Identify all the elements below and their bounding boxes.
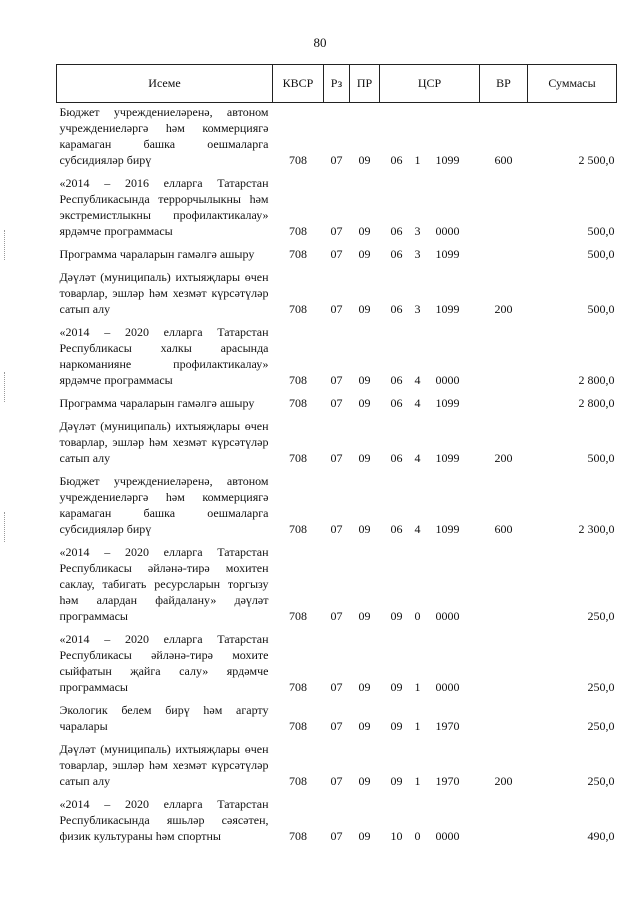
cell-kvsr: 708 (289, 247, 307, 261)
cell-vr: 200 (494, 302, 513, 316)
table-row (57, 740, 617, 795)
table-header-row (57, 65, 617, 103)
table-row (57, 394, 617, 417)
header-csr: ЦСР (380, 65, 480, 103)
cell-rz: 07 (330, 247, 343, 261)
cell-pr: 09 (358, 719, 371, 733)
header-rz: Рз (324, 65, 350, 103)
cell-sum: 2 500,0 (578, 153, 615, 167)
cell-rz: 07 (330, 451, 343, 465)
cell-csr-subprogram: 1 (414, 774, 421, 788)
cell-csr-subprogram: 3 (414, 302, 421, 316)
cell-pr: 09 (358, 451, 371, 465)
cell-sum: 490,0 (587, 829, 615, 843)
header-name: Исеме (57, 65, 273, 103)
margin-mark (4, 230, 6, 260)
cell-rz: 07 (330, 396, 343, 410)
cell-sum: 500,0 (587, 451, 615, 465)
cell-csr-code: 1099 (435, 451, 460, 465)
cell-rz: 07 (330, 829, 343, 843)
table-row (57, 630, 617, 701)
cell-rz: 07 (330, 719, 343, 733)
cell-vr (480, 394, 528, 417)
header-pr: ПР (350, 65, 380, 103)
cell-csr-code: 1099 (435, 396, 460, 410)
cell-sum: 250,0 (587, 680, 615, 694)
table-row (57, 701, 617, 740)
margin-mark (4, 372, 6, 402)
cell-csr (380, 472, 480, 543)
cell-csr-subprogram: 1 (414, 719, 421, 733)
cell-csr (380, 323, 480, 394)
cell-sum: 500,0 (587, 247, 615, 261)
cell-csr-program: 06 (390, 153, 403, 167)
cell-name: «2014 – 2020 елларга Татарстан Республикасында яшьләр сәясәтен, физик культураны һәм спортны (59, 797, 269, 843)
cell-name: Экологик белем бирү һәм агарту чаралары (59, 703, 269, 733)
cell-kvsr: 708 (289, 719, 307, 733)
cell-pr: 09 (358, 829, 371, 843)
cell-name: Программа чараларын гамәлгә ашыру (59, 396, 255, 410)
table-row (57, 268, 617, 323)
cell-name: Программа чараларын гамәлгә ашыру (59, 247, 255, 261)
cell-csr-subprogram: 0 (414, 609, 421, 623)
table-row (57, 472, 617, 543)
cell-pr: 09 (358, 774, 371, 788)
cell-rz: 07 (330, 224, 343, 238)
cell-csr-program: 09 (390, 774, 403, 788)
table-row (57, 543, 617, 630)
cell-pr: 09 (358, 680, 371, 694)
cell-csr-code: 1970 (435, 719, 460, 733)
cell-csr-program: 06 (390, 522, 403, 536)
cell-pr: 09 (358, 153, 371, 167)
cell-csr-subprogram: 4 (414, 451, 421, 465)
cell-rz: 07 (330, 774, 343, 788)
cell-kvsr: 708 (289, 774, 307, 788)
table-row (57, 795, 617, 850)
cell-rz: 07 (330, 609, 343, 623)
cell-pr: 09 (358, 302, 371, 316)
cell-csr (380, 174, 480, 245)
cell-name: «2014 – 2020 елларга Татарстан Республикасы әйләнә-тирә мохите сыйфатын җайга салу» ярдәмче программасы (59, 632, 269, 694)
cell-name: Бюджет учреждениеләренә, автоном учреждениеләргә һәм коммерциягә карамаган башка оешмаларга субсидияләр бирү (59, 474, 269, 536)
cell-csr-program: 06 (390, 302, 403, 316)
cell-csr-code: 1099 (435, 522, 460, 536)
page-number: 80 (313, 35, 327, 50)
cell-vr: 200 (494, 451, 513, 465)
cell-sum: 2 800,0 (578, 396, 615, 410)
cell-csr-subprogram: 1 (414, 680, 421, 694)
cell-name: Бюджет учреждениеләренә, автоном учреждениеләргә һәм коммерциягә карамаган башка оешмаларга субсидияләр бирү (59, 105, 269, 167)
cell-kvsr: 708 (289, 829, 307, 843)
cell-vr (480, 701, 528, 740)
table-row (57, 103, 617, 175)
cell-csr-program: 06 (390, 247, 403, 261)
cell-csr (380, 543, 480, 630)
cell-sum: 2 800,0 (578, 373, 615, 387)
cell-csr-program: 09 (390, 609, 403, 623)
cell-sum: 250,0 (587, 719, 615, 733)
cell-csr (380, 103, 480, 175)
cell-kvsr: 708 (289, 451, 307, 465)
cell-csr-subprogram: 0 (414, 829, 421, 843)
header-sum: Суммасы (528, 65, 617, 103)
cell-csr-code: 1970 (435, 774, 460, 788)
cell-rz: 07 (330, 373, 343, 387)
cell-sum: 250,0 (587, 774, 615, 788)
cell-csr-subprogram: 3 (414, 224, 421, 238)
cell-csr-program: 06 (390, 373, 403, 387)
cell-csr-code: 0000 (435, 373, 460, 387)
header-vr: ВР (480, 65, 528, 103)
cell-rz: 07 (330, 302, 343, 316)
cell-name: Дәүләт (муниципаль) ихтыяҗлары өчен товарлар, эшләр һәм хезмәт күрсәтүләр сатып алу (59, 419, 269, 465)
cell-sum: 500,0 (587, 302, 615, 316)
cell-name: Дәүләт (муниципаль) ихтыяҗлары өчен товарлар, эшләр һәм хезмәт күрсәтүләр сатып алу (59, 270, 269, 316)
cell-csr (380, 701, 480, 740)
cell-vr: 600 (494, 153, 513, 167)
cell-vr (480, 795, 528, 850)
cell-vr (480, 630, 528, 701)
cell-csr (380, 740, 480, 795)
cell-csr-subprogram: 3 (414, 247, 421, 261)
cell-csr-code: 0000 (435, 224, 460, 238)
cell-csr (380, 268, 480, 323)
table-row (57, 323, 617, 394)
cell-vr (480, 245, 528, 268)
cell-vr (480, 543, 528, 630)
cell-kvsr: 708 (289, 153, 307, 167)
cell-sum: 250,0 (587, 609, 615, 623)
cell-sum: 2 300,0 (578, 522, 615, 536)
cell-kvsr: 708 (289, 373, 307, 387)
cell-kvsr: 708 (289, 396, 307, 410)
cell-name: «2014 – 2020 елларга Татарстан Республикасы әйләнә-тирә мохитен саклау, табигать ресурсларын торгызу һәм алардан файдалану» дәүләт программасы (59, 545, 269, 623)
cell-csr (380, 417, 480, 472)
cell-kvsr: 708 (289, 224, 307, 238)
cell-csr-subprogram: 4 (414, 396, 421, 410)
cell-csr-code: 1099 (435, 302, 460, 316)
cell-csr (380, 795, 480, 850)
cell-csr-code: 0000 (435, 829, 460, 843)
cell-csr-code: 1099 (435, 153, 460, 167)
cell-rz: 07 (330, 153, 343, 167)
cell-pr: 09 (358, 373, 371, 387)
cell-pr: 09 (358, 522, 371, 536)
cell-csr-subprogram: 4 (414, 522, 421, 536)
table-row (57, 245, 617, 268)
cell-sum: 500,0 (587, 224, 615, 238)
cell-kvsr: 708 (289, 522, 307, 536)
cell-rz: 07 (330, 522, 343, 536)
cell-csr-program: 06 (390, 451, 403, 465)
table-body (57, 103, 617, 851)
cell-name: «2014 – 2020 елларга Татарстан Республикасы халкы арасында наркоманияне профилактикалау» ярдәмче программасы (59, 325, 269, 387)
cell-vr (480, 323, 528, 394)
cell-vr: 600 (494, 522, 513, 536)
cell-csr-code: 0000 (435, 609, 460, 623)
cell-kvsr: 708 (289, 680, 307, 694)
cell-kvsr: 708 (289, 302, 307, 316)
cell-csr (380, 245, 480, 268)
cell-rz: 07 (330, 680, 343, 694)
cell-name: «2014 – 2016 елларга Татарстан Республикасында террорчылыкны һәм экстремистлыкны профилактикалау» ярдәмче программасы (59, 176, 269, 238)
cell-vr: 200 (494, 774, 513, 788)
cell-csr-program: 09 (390, 680, 403, 694)
cell-csr-program: 06 (390, 396, 403, 410)
cell-csr-program: 10 (390, 829, 403, 843)
cell-pr: 09 (358, 247, 371, 261)
table-row (57, 417, 617, 472)
cell-pr: 09 (358, 609, 371, 623)
cell-pr: 09 (358, 396, 371, 410)
cell-csr-code: 0000 (435, 680, 460, 694)
margin-mark (4, 512, 6, 542)
cell-csr-subprogram: 1 (414, 153, 421, 167)
cell-csr (380, 394, 480, 417)
cell-vr (480, 174, 528, 245)
cell-csr-program: 06 (390, 224, 403, 238)
cell-pr: 09 (358, 224, 371, 238)
cell-csr-subprogram: 4 (414, 373, 421, 387)
budget-table (56, 64, 617, 850)
cell-name: Дәүләт (муниципаль) ихтыяҗлары өчен товарлар, эшләр һәм хезмәт күрсәтүләр сатып алу (59, 742, 269, 788)
cell-csr-code: 1099 (435, 247, 460, 261)
cell-kvsr: 708 (289, 609, 307, 623)
header-kvsr: КВСР (273, 65, 324, 103)
cell-csr-program: 09 (390, 719, 403, 733)
cell-csr (380, 630, 480, 701)
table-row (57, 174, 617, 245)
